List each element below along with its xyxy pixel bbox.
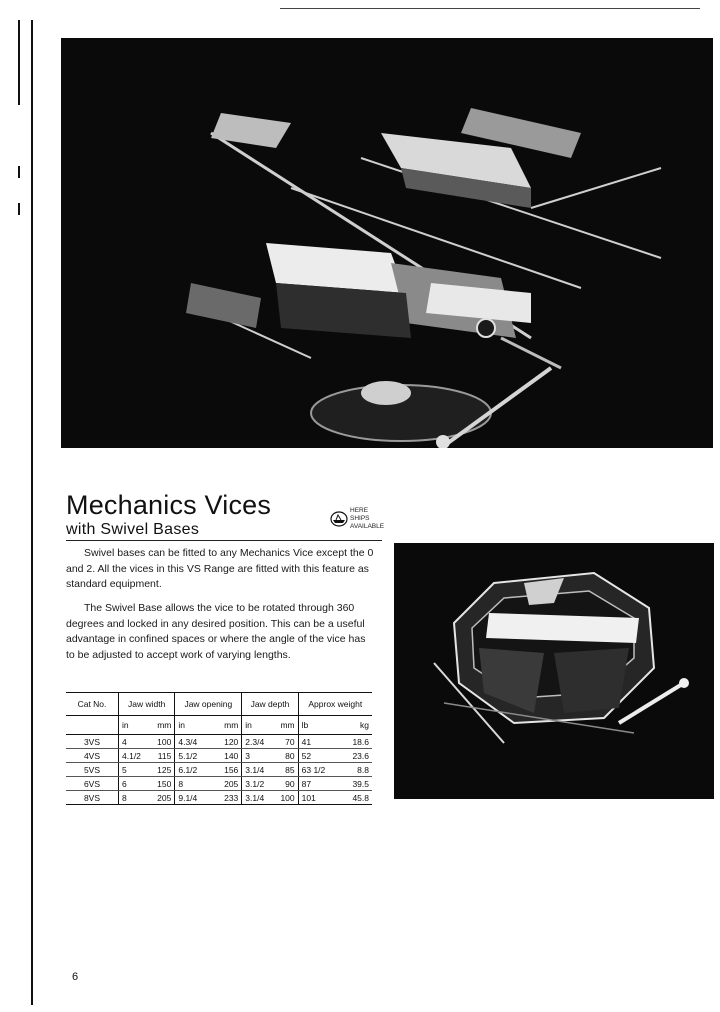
table-cell: 4.1/2 (119, 749, 150, 763)
cat-no-cell: 8VS (66, 791, 119, 805)
table-cell: 3.1/4 (242, 791, 273, 805)
table-cell: 125 (150, 763, 175, 777)
table-row (66, 749, 372, 763)
spec-table (66, 692, 372, 805)
title-rule (66, 540, 382, 541)
badge-line: AVAILABLE (350, 523, 385, 530)
badge-line: HERE (350, 507, 369, 514)
header-jaw-opening: Jaw opening (175, 693, 242, 716)
table-cell: 8 (119, 791, 150, 805)
header-approx-weight: Approx weight (298, 693, 372, 716)
table-cell: 9.1/4 (175, 791, 212, 805)
table-cell: 23.6 (340, 749, 372, 763)
cat-no-cell: 4VS (66, 749, 119, 763)
table-cell: 100 (150, 735, 175, 749)
unit-cell: mm (273, 716, 298, 735)
badge-line: SHIPS (350, 515, 370, 522)
table-cell: 115 (150, 749, 175, 763)
page-number: 6 (72, 971, 79, 983)
unit-cell: in (119, 716, 150, 735)
table-cell: 4 (119, 735, 150, 749)
header-jaw-depth: Jaw depth (242, 693, 298, 716)
intro-paragraph: Swivel bases can be fitted to any Mechanics Vice except the 0 and 2. All the vices in this VS Range are fitted with this feature as standard equipment. (66, 547, 374, 590)
swivel-base-photo (394, 543, 714, 799)
table-units-row (66, 716, 372, 735)
table-cell: 101 (298, 791, 340, 805)
table-cell: 150 (150, 777, 175, 791)
table-cell: 2.3/4 (242, 735, 273, 749)
table-cell: 140 (212, 749, 242, 763)
table-cell: 120 (212, 735, 242, 749)
table-cell: 41 (298, 735, 340, 749)
cat-no-cell: 3VS (66, 735, 119, 749)
unit-cell: in (242, 716, 273, 735)
table-cell: 52 (298, 749, 340, 763)
table-cell: 8.8 (340, 763, 372, 777)
header-jaw-width: Jaw width (119, 693, 175, 716)
cat-no-cell: 6VS (66, 777, 119, 791)
table-cell: 70 (273, 735, 298, 749)
table-cell: 6 (119, 777, 150, 791)
table-cell: 8 (175, 777, 212, 791)
table-cell: 45.8 (340, 791, 372, 805)
table-cell: 4.3/4 (175, 735, 212, 749)
badge-text (350, 507, 390, 531)
table-cell: 39.5 (340, 777, 372, 791)
table-row (66, 777, 372, 791)
table-row (66, 735, 372, 749)
swivel-paragraph: The Swivel Base allows the vice to be rotated through 360 degrees and locked in any desired position. This can be a useful advantage in confined spaces or where the angle of the vice has to be adjusted to accept work of varying lengths. (66, 602, 366, 661)
unit-cell: lb (298, 716, 340, 735)
table-cell: 100 (273, 791, 298, 805)
swivel-base-illustration (394, 543, 714, 799)
table-cell: 6.1/2 (175, 763, 212, 777)
vice-photo (61, 38, 713, 448)
vice-illustration (61, 38, 713, 448)
table-cell: 87 (298, 777, 340, 791)
scan-edge-left-lower (31, 20, 33, 1005)
scan-edge-mark (18, 203, 20, 215)
table-cell: 156 (212, 763, 242, 777)
table-cell: 205 (150, 791, 175, 805)
scan-top-rule (280, 8, 700, 9)
shipping-badge (330, 507, 386, 537)
unit-cell: mm (150, 716, 175, 735)
header-cat-no: Cat No. (66, 693, 119, 716)
table-cell: 3.1/2 (242, 777, 273, 791)
table-cell: 63 1/2 (298, 763, 340, 777)
page-subtitle: with Swivel Bases (66, 521, 200, 538)
table-cell: 233 (212, 791, 242, 805)
scan-edge-mark (18, 166, 20, 178)
table-cell: 5.1/2 (175, 749, 212, 763)
table-cell: 80 (273, 749, 298, 763)
scan-edge-left (18, 20, 20, 105)
page-title: Mechanics Vices (66, 490, 272, 520)
table-cell: 3.1/4 (242, 763, 273, 777)
table-cell: 85 (273, 763, 298, 777)
table-cell: 90 (273, 777, 298, 791)
table-cell: 18.6 (340, 735, 372, 749)
cat-no-cell: 5VS (66, 763, 119, 777)
unit-cell: kg (340, 716, 372, 735)
table-cell: 3 (242, 749, 273, 763)
table-cell: 205 (212, 777, 242, 791)
table-header-row (66, 693, 372, 716)
table-cell: 5 (119, 763, 150, 777)
unit-cell: mm (212, 716, 242, 735)
table-row (66, 791, 372, 805)
table-row (66, 763, 372, 777)
ship-icon (330, 511, 348, 527)
unit-cell: in (175, 716, 212, 735)
